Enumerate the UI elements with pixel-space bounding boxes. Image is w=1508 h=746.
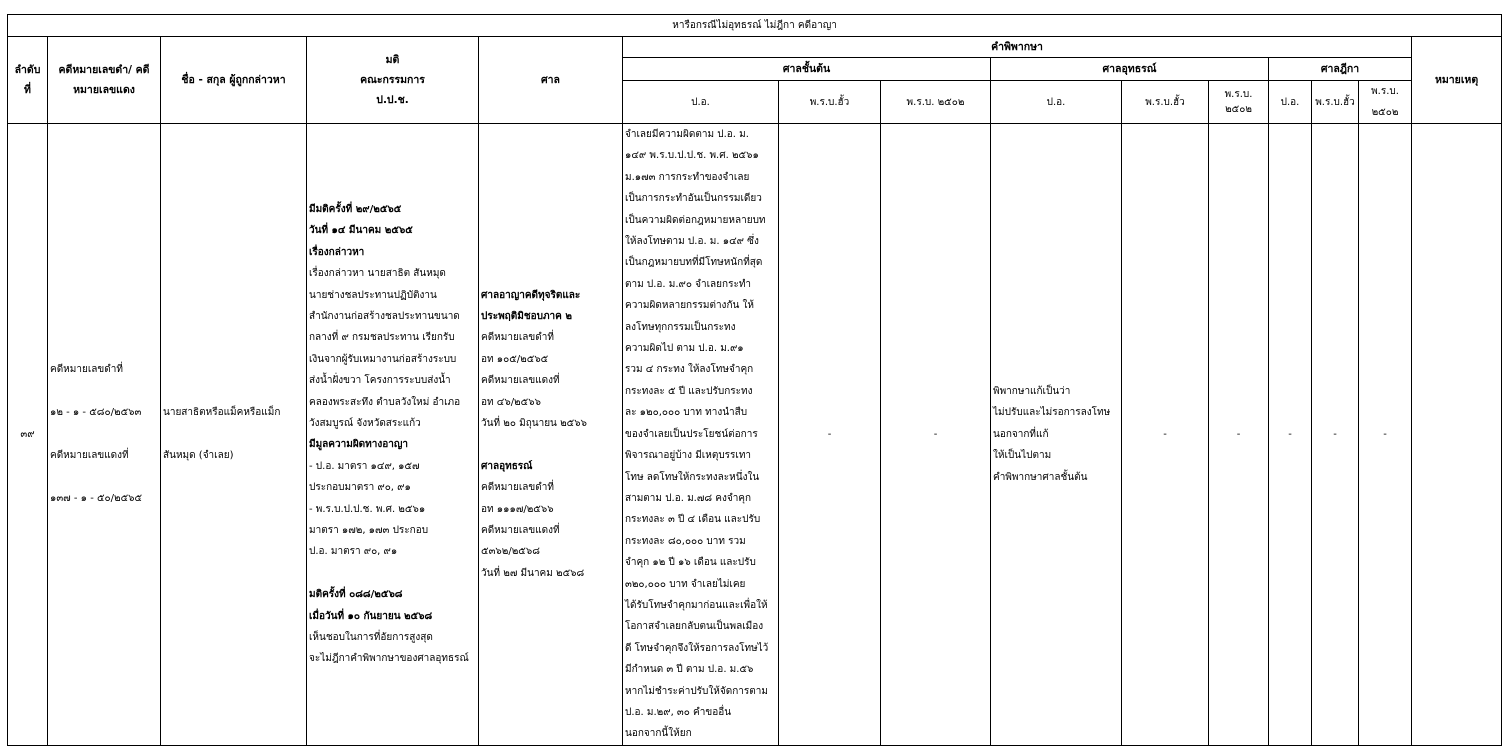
appeal-po-line: นอกจากที่แก้	[993, 428, 1049, 440]
cell-appeal-prb-old: -	[1122, 124, 1209, 746]
header-appeal-court: ศาลอุทธรณ์	[991, 58, 1269, 81]
header-first-prb-old: พ.ร.บ.ฮั้ว	[779, 81, 881, 124]
resolution-line: มีมติครั้งที่ ๒๙/๒๕๖๕	[309, 203, 402, 215]
first-po-line: สามตาม ป.อ. ม.๗๘ คงจำคุก	[625, 492, 752, 504]
first-po-line: ความผิดไป ตาม ป.อ. ม.๙๑	[625, 343, 744, 355]
header-supreme-po: ป.อ.	[1269, 81, 1312, 124]
court-line: อท ๑๐๕/๒๕๖๕	[481, 353, 549, 365]
cell-supreme-prb-old: -	[1312, 124, 1359, 746]
table-row	[8, 124, 1502, 746]
header-first-po: ป.อ.	[623, 81, 779, 124]
cell-first-prb-old: -	[779, 124, 881, 746]
first-po-line: เป็นกฎหมายบทที่มีโทษหนักที่สุด	[625, 257, 763, 269]
first-po-line: กระทงละ ๓ ปี ๔ เดือน และปรับ	[625, 514, 761, 526]
cell-appeal-po	[991, 124, 1122, 746]
resolution-line: ประกอบมาตรา ๙๐, ๙๑	[309, 482, 411, 494]
first-po-line: มีกำหนด ๓ ปี ตาม ป.อ. ม.๕๖	[625, 664, 754, 676]
appeal-po-line: ไม่ปรับและไม่รอการลงโทษ	[993, 407, 1111, 419]
header-supreme-prb-old: พ.ร.บ.ฮั้ว	[1312, 81, 1359, 124]
cell-no: ๓๙	[8, 124, 48, 746]
first-po-line: ป.อ. ม.๒๙, ๓๐ คำขออื่น	[625, 706, 732, 718]
court-line: คดีหมายเลขแดงที่	[481, 375, 560, 387]
cell-supreme-prb-2502: -	[1359, 124, 1412, 746]
document-table-wrapper	[7, 14, 1501, 740]
first-po-line: ดี โทษจำคุกจึงให้รอการลงโทษไว้	[625, 642, 769, 654]
header-appeal-po: ป.อ.	[991, 81, 1122, 124]
first-po-line: กระทงละ ๘๐,๐๐๐ บาท รวม	[625, 535, 746, 547]
cell-court	[479, 124, 623, 746]
first-po-line: ละ ๑๒๐,๐๐๐ บาท ทางนำสืบ	[625, 407, 748, 419]
first-po-line: เป็นความผิดต่อกฎหมายหลายบท	[625, 214, 766, 226]
cell-first-po	[623, 124, 779, 746]
court-line: ประพฤติมิชอบภาค ๒	[481, 310, 572, 322]
case-table	[7, 14, 1502, 746]
cell-resolution	[307, 124, 479, 746]
resolution-line: เงินจากผู้รับเหมางานก่อสร้างระบบ	[309, 353, 457, 365]
cell-case-no	[48, 124, 161, 746]
header-resolution-line-1: มติ	[385, 54, 400, 66]
first-po-line: ๓๒๐,๐๐๐ บาท จำเลยไม่เคย	[625, 578, 746, 590]
resolution-line: เห็นชอบในการที่อัยการสูงสุด	[309, 632, 433, 644]
header-resolution-line-3: ป.ป.ช.	[376, 94, 409, 106]
header-supreme-court: ศาลฎีกา	[1269, 58, 1412, 81]
first-po-line: ตาม ป.อ. ม.๙๐ จำเลยกระทำ	[625, 278, 752, 290]
header-supreme-prb-2502: พ.ร.บ. ๒๕๐๒	[1359, 81, 1412, 124]
court-line: วันที่ ๒๗ มีนาคม ๒๕๖๘	[481, 567, 585, 579]
court-line: ศาลอาญาคดีทุจริตและ	[481, 289, 581, 301]
header-first-court: ศาลชั้นต้น	[623, 58, 991, 81]
header-name	[161, 37, 307, 124]
first-po-line: พิจารณาอยู่บ้าง มีเหตุบรรเทา	[625, 450, 752, 462]
header-appeal-prb-2502: พ.ร.บ. ๒๕๐๒	[1209, 81, 1269, 124]
header-remark: หมายเหตุ	[1412, 37, 1502, 124]
resolution-line: ป.อ. มาตรา ๙๐, ๙๑	[309, 546, 398, 558]
name-line: นายสาธิตหรือแม็คหรือแม็ก	[163, 407, 281, 419]
court-line	[481, 434, 620, 455]
first-po-line: ๑๔๙ พ.ร.บ.ป.ป.ช. พ.ศ. ๒๕๖๑	[625, 150, 759, 162]
cell-remark	[1412, 124, 1502, 746]
header-court: ศาล	[479, 37, 623, 124]
case-line: ๑๓๗ - ๑ - ๕๐/๒๕๖๕	[50, 492, 143, 504]
appeal-po-line: พิพากษาแก้เป็นว่า	[993, 385, 1071, 397]
first-po-line: เป็นการกระทำอันเป็นกรรมเดียว	[625, 193, 762, 205]
resolution-line: ส่งน้ำฝั่งขวา โครงการระบบส่งน้ำ	[309, 375, 451, 387]
header-case-no: คดีหมายเลขดำ/ คดีหมายเลขแดง	[48, 37, 161, 124]
header-first-prb-2502: พ.ร.บ. ๒๕๐๒	[881, 81, 991, 124]
resolution-line: นายช่างชลประทานปฏิบัติงาน	[309, 289, 437, 301]
resolution-line: เมื่อวันที่ ๑๐ กันยายน ๒๕๖๘	[309, 610, 433, 622]
first-po-line: โทษ ลดโทษให้กระทงละหนึ่งใน	[625, 471, 760, 483]
resolution-line: กลางที่ ๙ กรมชลประทาน เรียกรับ	[309, 332, 455, 344]
court-line: อท ๔๖/๒๕๖๖	[481, 396, 541, 408]
cell-first-prb-2502: -	[881, 124, 991, 746]
appeal-po-line: คำพิพากษาศาลชั้นต้น	[993, 471, 1088, 483]
header-judgment: คำพิพากษา	[623, 37, 1412, 58]
cell-name	[161, 124, 307, 746]
first-po-line: ลงโทษทุกกรรมเป็นกระทง	[625, 321, 736, 333]
header-resolution	[307, 37, 479, 124]
first-po-line: รวม ๔ กระทง ให้ลงโทษจำคุก	[625, 364, 754, 376]
first-po-line: ความผิดหลายกรรมต่างกัน ให้	[625, 300, 754, 312]
case-line: คดีหมายเลขดำที่	[50, 364, 123, 376]
court-line: วันที่ ๒๐ มิถุนายน ๒๕๖๖	[481, 417, 587, 429]
court-line: อท ๑๑๑๗/๒๕๖๖	[481, 503, 554, 515]
first-po-line: ได้รับโทษจำคุกมาก่อนและเพื่อให้	[625, 599, 768, 611]
first-po-line: ของจำเลยเป็นประโยชน์ต่อการ	[625, 428, 758, 440]
first-po-line: จำคุก ๑๒ ปี ๑๖ เดือน และปรับ	[625, 557, 756, 569]
resolution-line: จะไม่ฎีกาคำพิพากษาของศาลอุทธรณ์	[309, 653, 469, 665]
court-line: ๕๓๖๒/๒๕๖๘	[481, 546, 540, 558]
cell-supreme-po: -	[1269, 124, 1312, 746]
first-po-line: หากไม่ชำระค่าปรับให้จัดการตาม	[625, 685, 768, 697]
first-po-line: ให้ลงโทษตาม ป.อ. ม. ๑๔๙ ซึ่ง	[625, 236, 759, 248]
first-po-line: กระทงละ ๕ ปี และปรับกระทง	[625, 385, 753, 397]
first-po-line: จำเลยมีความผิดตาม ป.อ. ม.	[625, 129, 749, 140]
case-line: คดีหมายเลขแดงที่	[50, 450, 129, 462]
court-line: ศาลอุทธรณ์	[481, 460, 533, 472]
table-title: หารือกรณีไม่อุทธรณ์ ไม่ฎีกา คดีอาญา	[8, 15, 1502, 37]
header-resolution-line-2: คณะกรรมการ	[360, 74, 425, 86]
resolution-line: มติครั้งที่ ๐๘๘/๒๕๖๘	[309, 589, 403, 601]
appeal-po-line: ให้เป็นไปตาม	[993, 450, 1052, 462]
resolution-line: คลองพระสะทึง ตำบลวังใหม่ อำเภอ	[309, 396, 461, 408]
header-appeal-prb-old: พ.ร.บ.ฮั้ว	[1122, 81, 1209, 124]
first-po-line: โอกาสจำเลยกลับตนเป็นพลเมือง	[625, 621, 764, 633]
resolution-line: สำนักงานก่อสร้างชลประทานขนาด	[309, 310, 460, 322]
name-line: สันหมุด (จำเลย)	[163, 450, 234, 462]
resolution-line: วันที่ ๑๔ มีนาคม ๒๕๖๕	[309, 225, 413, 237]
resolution-line: - พ.ร.บ.ป.ป.ช. พ.ศ. ๒๕๖๑	[309, 503, 426, 515]
resolution-line: เรื่องกล่าวหา นายสาธิต สันหมุด	[309, 268, 446, 280]
first-po-line: นอกจากนี้ให้ยก	[625, 728, 692, 740]
first-po-line: ม.๑๗๓ การกระทำของจำเลย	[625, 171, 750, 183]
court-line: คดีหมายเลขดำที่	[481, 482, 554, 494]
court-line: คดีหมายเลขแดงที่	[481, 525, 560, 536]
resolution-line	[309, 563, 476, 584]
case-line: ๑๒ - ๑ - ๕๘๐/๒๕๖๓	[50, 407, 142, 419]
resolution-line: วังสมบูรณ์ จังหวัดสระแก้ว	[309, 417, 421, 429]
resolution-line: เรื่องกล่าวหา	[309, 246, 365, 258]
header-no: ลำดับ ที่	[8, 37, 48, 124]
resolution-line: มีมูลความผิดทางอาญา	[309, 439, 409, 451]
resolution-line: มาตรา ๑๗๒, ๑๗๓ ประกอบ	[309, 525, 429, 537]
header-name-label: ชื่อ - สกุล ผู้ถูกกล่าวหา	[181, 74, 286, 86]
resolution-line: - ป.อ. มาตรา ๑๔๙, ๑๕๗	[309, 460, 420, 472]
court-line: คดีหมายเลขดำที่	[481, 332, 554, 344]
cell-appeal-prb-2502: -	[1209, 124, 1269, 746]
